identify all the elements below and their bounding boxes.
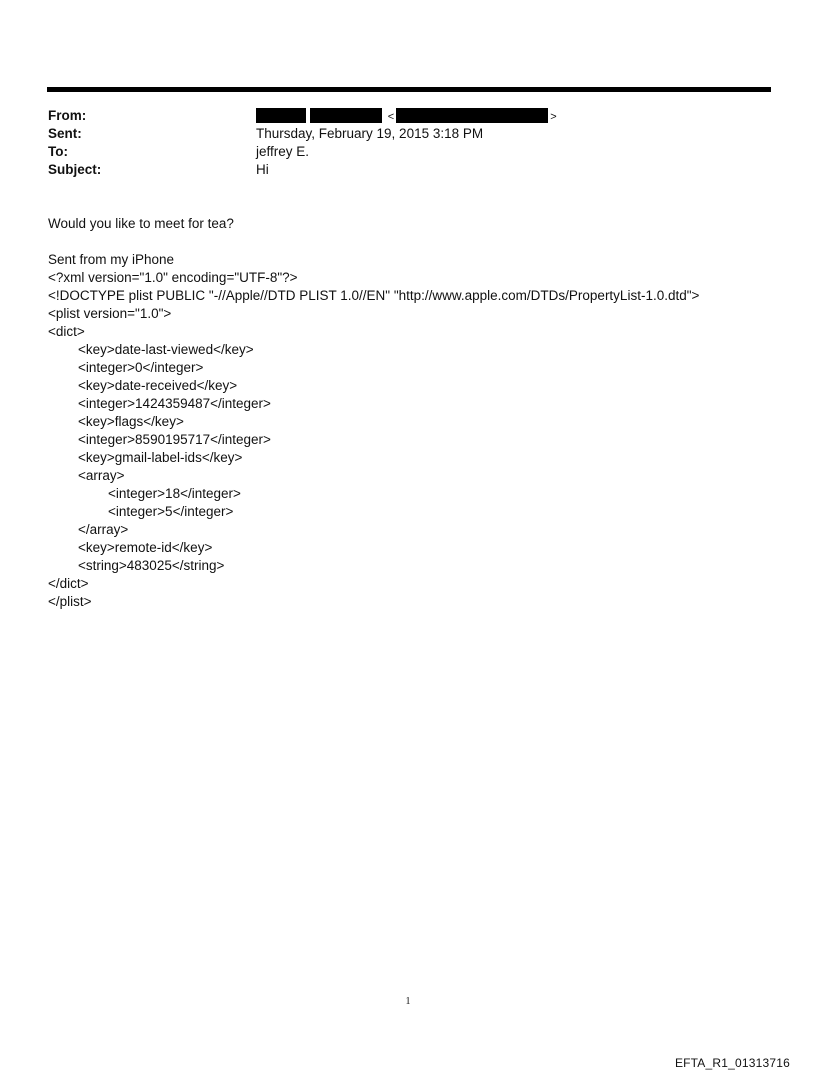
from-value — [256, 107, 559, 126]
plist-line: <key>gmail-label-ids</key> — [48, 450, 243, 465]
plist-line: <key>flags</key> — [48, 414, 184, 429]
plist-line: <!DOCTYPE plist PUBLIC "-//Apple//DTD PLIST 1.0//EN" "http://www.apple.com/DTDs/PropertyList-1.0.dtd"> — [48, 288, 700, 303]
sent-row — [48, 125, 768, 143]
from-close-bracket: > — [550, 111, 557, 123]
plist-line: </plist> — [48, 594, 92, 609]
from-row — [48, 107, 768, 125]
page-number: 1 — [405, 996, 411, 1007]
plist-line: <?xml version="1.0" encoding="UTF-8"?> — [48, 270, 298, 285]
redaction-block — [396, 108, 548, 123]
bates-number: EFTA_R1_01313716 — [674, 1056, 790, 1070]
plist-line: <plist version="1.0"> — [48, 306, 172, 321]
email-body — [48, 215, 788, 611]
plist-line: <string>483025</string> — [48, 558, 225, 573]
body-greeting: Would you like to meet for tea? — [48, 216, 234, 231]
plist-line: </array> — [48, 522, 129, 537]
subject-row — [48, 161, 768, 179]
email-header — [48, 107, 768, 179]
body-signature: Sent from my iPhone — [48, 252, 175, 267]
to-value: jeffrey E. — [256, 144, 310, 159]
sent-value: Thursday, February 19, 2015 3:18 PM — [256, 126, 484, 141]
plist-line: <array> — [48, 468, 125, 483]
from-open-bracket: < — [387, 111, 395, 123]
plist-line: <key>date-last-viewed</key> — [48, 342, 254, 357]
redaction-block — [310, 108, 382, 123]
header-rule — [47, 87, 771, 92]
subject-label: Subject: — [48, 162, 102, 177]
plist-line: <key>remote-id</key> — [48, 540, 213, 555]
plist-line: <integer>18</integer> — [48, 486, 241, 501]
plist-line: <integer>8590195717</integer> — [48, 432, 271, 447]
subject-value: Hi — [256, 162, 269, 177]
redaction-block — [256, 108, 306, 123]
plist-line: <dict> — [48, 324, 85, 339]
plist-line: <key>date-received</key> — [48, 378, 238, 393]
plist-line: </dict> — [48, 576, 89, 591]
from-label: From: — [48, 108, 87, 123]
spacer — [48, 233, 788, 251]
plist-line: <integer>5</integer> — [48, 504, 234, 519]
plist-line: <integer>0</integer> — [48, 360, 204, 375]
plist-line: <integer>1424359487</integer> — [48, 396, 271, 411]
sent-label: Sent: — [48, 126, 82, 141]
to-row — [48, 143, 768, 161]
to-label: To: — [48, 144, 68, 159]
